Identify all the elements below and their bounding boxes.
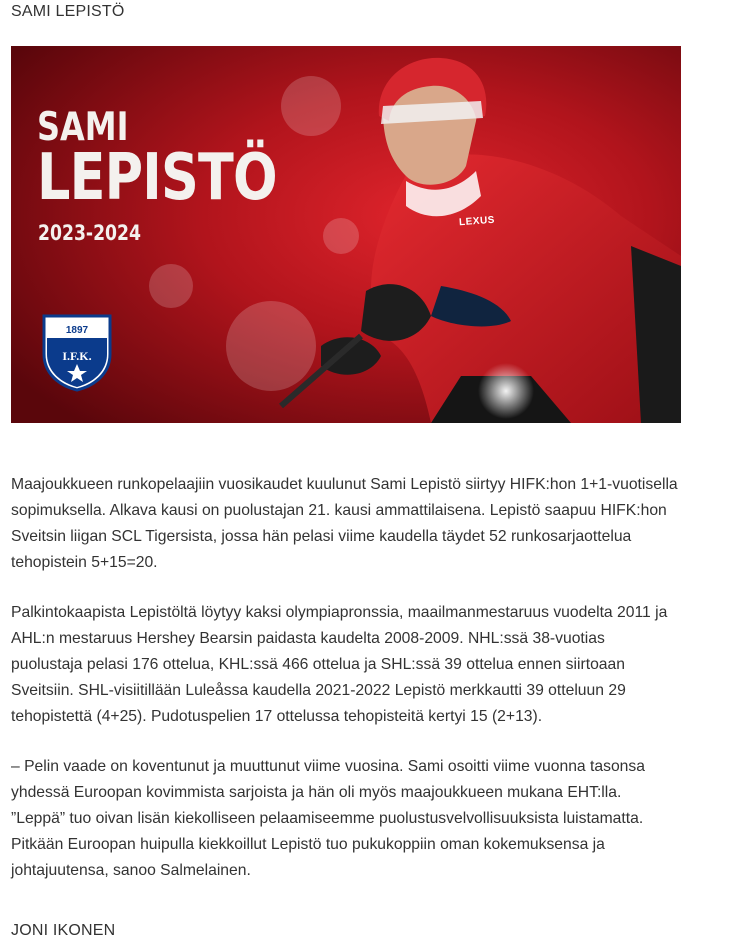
article-headline: SAMI LEPISTÖ [11, 3, 125, 20]
crest-letters: I.F.K. [62, 349, 92, 363]
article-paragraph-2: Palkintokaapista Lepistöltä löytyy kaksi olympiapronssia, maailmanmestaruus vuodelta 2011 ja AHL:n mestaruus Hershey Bearsin paidasta kaudelta 2008-2009. NHL:ssä 38-vuotias puolustaja pelasi 176 ottelua, KHL:ssä 466 ottelua ja SHL:ssä 39 ottelua ennen siirtoaan Sveitsiin. SHL-visiitillään Luleåssa kaudella 2021-2022 Lepistö merkkautti 39 otteluun 29 tehopistettä (4+25). Pudotuspelien 17 ottelussa tehopisteitä kertyi 15 (2+13). [11, 604, 668, 725]
article-body [11, 472, 679, 908]
crest-year: 1897 [65, 325, 89, 336]
hero-season: 2023-2024 [38, 221, 142, 245]
hero-image [11, 46, 681, 423]
hero-last-name: LEPISTÖ [37, 141, 277, 215]
article-paragraph-3: – Pelin vaade on koventunut ja muuttunut viime vuosina. Sami osoitti viime vuonna tasonsa yhdessä Euroopan kovimmista sarjoista ja hän oli myös maajoukkueen mukana EHT:lla. ”Leppä” tuo oivan lisän kiekolliseen pelaamiseemme puolustusvelvollisuuksista luistamatta. Pitkään Euroopan huipulla kiekkoillut Lepistö tuo pukukoppiin oman kokemuksensa ja johtajuutensa, sanoo Salmelainen. [11, 758, 645, 879]
article-author: JONI IKONEN [11, 922, 116, 939]
hero-first-name: SAMI [37, 105, 129, 150]
article-paragraph-1: Maajoukkueen runkopelaajiin vuosikaudet kuulunut Sami Lepistö siirtyy HIFK:hon 1+1-vuotisella sopimuksella. Alkava kausi on puolustajan 21. kausi ammattilaisena. Lepistö saapuu HIFK:hon Sveitsin liigan SCL Tigersista, jossa hän pelasi viime kaudella täydet 52 runkosarjaottelua tehopistein 5+15=20. [11, 476, 678, 571]
hifk-crest-logo [40, 312, 114, 392]
jersey-sponsor-text: LEXUS [458, 214, 496, 229]
